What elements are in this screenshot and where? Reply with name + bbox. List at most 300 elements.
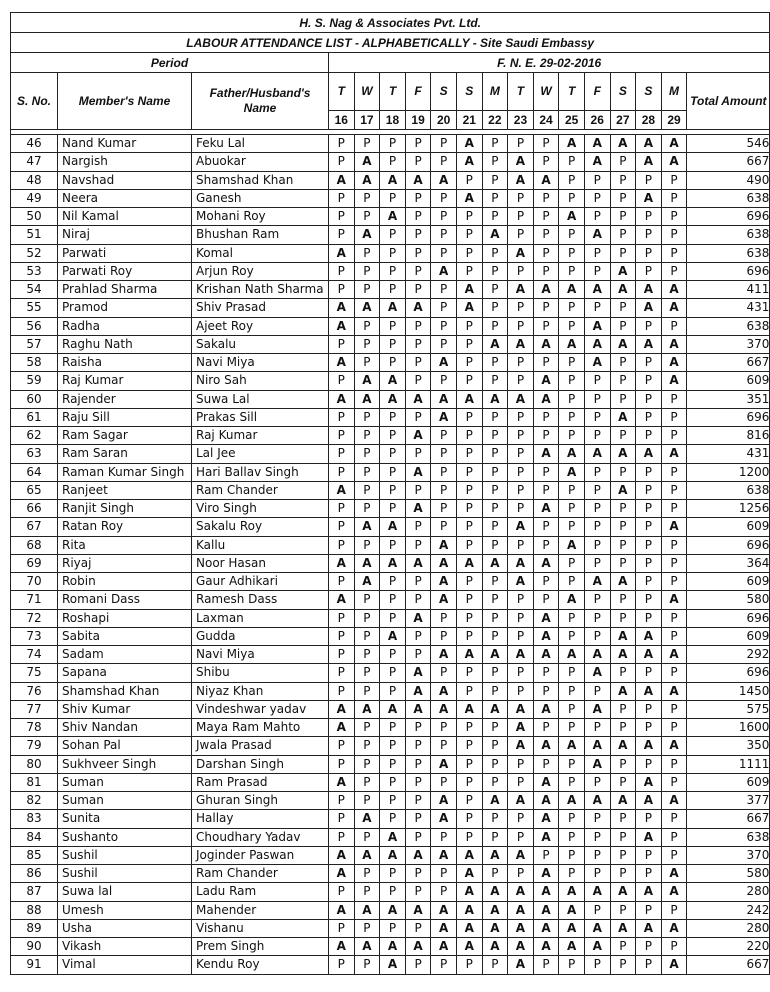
member-name: Vimal — [58, 956, 192, 974]
attendance-mark: P — [610, 609, 636, 627]
attendance-mark: P — [329, 463, 355, 481]
member-name: Shiv Nandan — [58, 719, 192, 737]
attendance-mark: A — [508, 737, 534, 755]
table-row — [11, 573, 770, 591]
attendance-mark: P — [380, 792, 406, 810]
attendance-mark: P — [380, 335, 406, 353]
table-row — [11, 354, 770, 372]
total-amount: 638 — [687, 481, 770, 499]
attendance-mark: P — [380, 445, 406, 463]
member-name: Umesh — [58, 901, 192, 919]
attendance-mark: A — [482, 646, 508, 664]
attendance-mark: P — [610, 664, 636, 682]
attendance-mark: P — [661, 719, 687, 737]
attendance-mark: A — [661, 445, 687, 463]
father-husband-name: Prakas Sill — [192, 408, 329, 426]
attendance-mark: P — [533, 463, 559, 481]
attendance-mark: P — [584, 171, 610, 189]
attendance-mark: A — [354, 171, 380, 189]
weekday-header: S — [456, 73, 482, 111]
attendance-mark: A — [482, 938, 508, 956]
attendance-mark: P — [636, 901, 662, 919]
attendance-mark: P — [610, 226, 636, 244]
member-name-header: Member's Name — [58, 73, 192, 130]
table-row — [11, 262, 770, 280]
attendance-mark: P — [610, 372, 636, 390]
attendance-mark: P — [354, 445, 380, 463]
attendance-mark: P — [431, 463, 457, 481]
father-husband-name: Mahender — [192, 901, 329, 919]
attendance-mark: A — [636, 445, 662, 463]
attendance-mark: P — [636, 390, 662, 408]
total-amount: 364 — [687, 554, 770, 572]
attendance-mark: P — [380, 408, 406, 426]
attendance-mark: A — [431, 846, 457, 864]
attendance-mark: A — [431, 755, 457, 773]
attendance-mark: A — [636, 189, 662, 207]
date-header: 26 — [584, 111, 610, 130]
attendance-mark: P — [636, 463, 662, 481]
attendance-mark: P — [610, 554, 636, 572]
attendance-mark: A — [533, 372, 559, 390]
date-header: 19 — [405, 111, 431, 130]
attendance-mark: A — [508, 554, 534, 572]
weekday-header: T — [329, 73, 355, 111]
weekday-header: S — [610, 73, 636, 111]
attendance-mark: P — [329, 536, 355, 554]
father-husband-name: Ghuran Singh — [192, 792, 329, 810]
attendance-mark: P — [405, 135, 431, 153]
attendance-mark: P — [559, 664, 585, 682]
serial-number: 50 — [11, 208, 58, 226]
attendance-mark: A — [380, 390, 406, 408]
attendance-mark: P — [584, 554, 610, 572]
attendance-mark: P — [559, 810, 585, 828]
attendance-mark: P — [354, 883, 380, 901]
attendance-mark: A — [482, 390, 508, 408]
total-amount: 609 — [687, 627, 770, 645]
attendance-mark: A — [610, 737, 636, 755]
attendance-mark: A — [559, 646, 585, 664]
attendance-mark: A — [405, 682, 431, 700]
serial-number: 82 — [11, 792, 58, 810]
attendance-mark: P — [636, 171, 662, 189]
total-amount: 638 — [687, 244, 770, 262]
attendance-mark: P — [636, 755, 662, 773]
attendance-mark: A — [405, 846, 431, 864]
attendance-mark: P — [380, 810, 406, 828]
attendance-mark: A — [533, 500, 559, 518]
attendance-mark: P — [431, 335, 457, 353]
attendance-mark: P — [508, 427, 534, 445]
attendance-mark: A — [329, 700, 355, 718]
attendance-mark: P — [329, 408, 355, 426]
attendance-mark: P — [559, 481, 585, 499]
serial-number: 62 — [11, 427, 58, 445]
member-name: Rita — [58, 536, 192, 554]
attendance-mark: P — [661, 244, 687, 262]
attendance-mark: P — [329, 755, 355, 773]
total-amount: 1200 — [687, 463, 770, 481]
attendance-mark: P — [405, 226, 431, 244]
attendance-mark: A — [559, 737, 585, 755]
father-husband-name: Abuokar — [192, 153, 329, 171]
attendance-mark: P — [610, 828, 636, 846]
attendance-mark: P — [354, 682, 380, 700]
attendance-mark: P — [405, 719, 431, 737]
attendance-mark: A — [380, 554, 406, 572]
attendance-mark: A — [559, 536, 585, 554]
attendance-mark: P — [610, 390, 636, 408]
attendance-mark: A — [533, 554, 559, 572]
attendance-mark: P — [380, 719, 406, 737]
attendance-mark: A — [380, 627, 406, 645]
attendance-mark: P — [508, 299, 534, 317]
attendance-mark: A — [431, 262, 457, 280]
attendance-mark: P — [508, 664, 534, 682]
attendance-mark: P — [584, 500, 610, 518]
date-header: 25 — [559, 111, 585, 130]
attendance-mark: P — [508, 536, 534, 554]
attendance-mark: P — [559, 755, 585, 773]
attendance-mark: P — [482, 737, 508, 755]
attendance-mark: A — [661, 865, 687, 883]
serial-number: 53 — [11, 262, 58, 280]
attendance-mark: A — [584, 226, 610, 244]
attendance-mark: P — [636, 573, 662, 591]
attendance-mark: P — [584, 773, 610, 791]
company-name: H. S. Nag & Associates Pvt. Ltd. — [11, 13, 770, 33]
table-row — [11, 938, 770, 956]
member-name: Parwati Roy — [58, 262, 192, 280]
attendance-mark: P — [456, 627, 482, 645]
attendance-mark: P — [533, 481, 559, 499]
father-husband-name: Gaur Adhikari — [192, 573, 329, 591]
total-amount: 377 — [687, 792, 770, 810]
attendance-mark: A — [354, 901, 380, 919]
attendance-mark: A — [584, 664, 610, 682]
attendance-mark: P — [610, 354, 636, 372]
table-row — [11, 135, 770, 153]
total-amount: 696 — [687, 536, 770, 554]
attendance-mark: P — [482, 171, 508, 189]
member-name: Ram Sagar — [58, 427, 192, 445]
attendance-mark: P — [584, 208, 610, 226]
attendance-mark: A — [559, 335, 585, 353]
father-husband-name: Ram Chander — [192, 865, 329, 883]
attendance-mark: P — [508, 755, 534, 773]
total-amount: 280 — [687, 883, 770, 901]
attendance-mark: P — [405, 737, 431, 755]
total-amount: 220 — [687, 938, 770, 956]
attendance-mark: P — [354, 135, 380, 153]
attendance-mark: P — [482, 208, 508, 226]
attendance-mark: P — [584, 682, 610, 700]
attendance-mark: A — [661, 956, 687, 974]
total-amount: 580 — [687, 865, 770, 883]
weekday-header: F — [405, 73, 431, 111]
attendance-mark: P — [610, 536, 636, 554]
attendance-mark: P — [636, 938, 662, 956]
date-header: 28 — [636, 111, 662, 130]
serial-number: 80 — [11, 755, 58, 773]
father-husband-name: Navi Miya — [192, 354, 329, 372]
attendance-mark: P — [661, 408, 687, 426]
total-amount-header: Total Amount — [687, 73, 770, 130]
attendance-mark: P — [533, 262, 559, 280]
total-amount: 667 — [687, 956, 770, 974]
attendance-mark: P — [636, 810, 662, 828]
attendance-mark: P — [661, 810, 687, 828]
attendance-mark: A — [456, 153, 482, 171]
member-name: Sohan Pal — [58, 737, 192, 755]
total-amount: 350 — [687, 737, 770, 755]
attendance-mark: A — [329, 846, 355, 864]
total-amount: 1600 — [687, 719, 770, 737]
attendance-mark: P — [482, 281, 508, 299]
attendance-mark: P — [661, 500, 687, 518]
serial-number: 67 — [11, 518, 58, 536]
attendance-mark: P — [354, 281, 380, 299]
attendance-mark: P — [636, 554, 662, 572]
attendance-mark: A — [380, 846, 406, 864]
attendance-mark: P — [482, 664, 508, 682]
table-row — [11, 408, 770, 426]
attendance-mark: P — [559, 682, 585, 700]
attendance-mark: P — [482, 481, 508, 499]
attendance-mark: A — [405, 700, 431, 718]
attendance-mark: P — [584, 299, 610, 317]
attendance-mark: P — [329, 646, 355, 664]
attendance-mark: P — [533, 846, 559, 864]
fne-label: F. N. E. 29-02-2016 — [329, 53, 770, 73]
serial-number: 90 — [11, 938, 58, 956]
weekday-header: T — [559, 73, 585, 111]
serial-number: 73 — [11, 627, 58, 645]
attendance-mark: A — [354, 153, 380, 171]
attendance-mark: P — [610, 500, 636, 518]
date-header: 22 — [482, 111, 508, 130]
attendance-mark: A — [482, 226, 508, 244]
attendance-mark: P — [431, 609, 457, 627]
attendance-mark: A — [636, 646, 662, 664]
attendance-mark: P — [559, 354, 585, 372]
attendance-mark: P — [456, 518, 482, 536]
attendance-mark: P — [380, 755, 406, 773]
member-name: Romani Dass — [58, 591, 192, 609]
attendance-mark: A — [584, 700, 610, 718]
attendance-mark: P — [559, 171, 585, 189]
table-row — [11, 901, 770, 919]
serial-number: 56 — [11, 317, 58, 335]
member-name: Niraj — [58, 226, 192, 244]
weekday-header: T — [380, 73, 406, 111]
serial-number: 47 — [11, 153, 58, 171]
list-title: LABOUR ATTENDANCE LIST - ALPHABETICALLY - Site Saudi Embassy — [11, 33, 770, 53]
period-label: Period — [11, 53, 329, 73]
attendance-mark: P — [661, 427, 687, 445]
attendance-mark: A — [456, 390, 482, 408]
attendance-mark: A — [405, 938, 431, 956]
attendance-mark: A — [559, 463, 585, 481]
attendance-mark: A — [329, 865, 355, 883]
attendance-mark: P — [661, 846, 687, 864]
attendance-mark: P — [329, 828, 355, 846]
member-name: Raju Sill — [58, 408, 192, 426]
attendance-mark: P — [456, 244, 482, 262]
attendance-mark: P — [354, 262, 380, 280]
attendance-mark: P — [533, 682, 559, 700]
attendance-mark: P — [610, 755, 636, 773]
attendance-mark: P — [380, 244, 406, 262]
attendance-mark: P — [329, 427, 355, 445]
attendance-mark: A — [380, 372, 406, 390]
member-name: Suwa lal — [58, 883, 192, 901]
attendance-mark: A — [354, 518, 380, 536]
attendance-mark: P — [610, 463, 636, 481]
father-husband-name: Shibu — [192, 664, 329, 682]
member-name: Roshapi — [58, 609, 192, 627]
attendance-mark: P — [380, 646, 406, 664]
attendance-mark: P — [431, 664, 457, 682]
father-husband-name: Ganesh — [192, 189, 329, 207]
member-name: Radha — [58, 317, 192, 335]
attendance-mark: P — [533, 408, 559, 426]
serial-number: 79 — [11, 737, 58, 755]
attendance-mark: P — [636, 372, 662, 390]
table-row — [11, 536, 770, 554]
attendance-mark: P — [329, 682, 355, 700]
attendance-mark: P — [533, 244, 559, 262]
father-husband-name: Raj Kumar — [192, 427, 329, 445]
attendance-mark: A — [329, 554, 355, 572]
attendance-mark: P — [456, 609, 482, 627]
attendance-mark: P — [354, 646, 380, 664]
member-name: Parwati — [58, 244, 192, 262]
table-row — [11, 244, 770, 262]
attendance-mark: A — [559, 135, 585, 153]
serial-number: 78 — [11, 719, 58, 737]
attendance-mark: P — [405, 773, 431, 791]
attendance-mark: A — [456, 901, 482, 919]
attendance-mark: A — [482, 792, 508, 810]
attendance-mark: P — [610, 700, 636, 718]
attendance-mark: A — [456, 135, 482, 153]
attendance-mark: A — [584, 317, 610, 335]
attendance-mark: P — [559, 317, 585, 335]
serial-number: 68 — [11, 536, 58, 554]
attendance-mark: A — [533, 737, 559, 755]
attendance-mark: A — [456, 865, 482, 883]
table-row — [11, 445, 770, 463]
attendance-mark: P — [533, 719, 559, 737]
attendance-mark: A — [636, 627, 662, 645]
attendance-mark: A — [610, 281, 636, 299]
member-name: Shamshad Khan — [58, 682, 192, 700]
member-name: Nil Kamal — [58, 208, 192, 226]
total-amount: 638 — [687, 828, 770, 846]
attendance-mark: A — [559, 792, 585, 810]
attendance-mark: P — [354, 208, 380, 226]
total-amount: 575 — [687, 700, 770, 718]
attendance-mark: P — [636, 481, 662, 499]
attendance-mark: P — [405, 755, 431, 773]
member-name: Raj Kumar — [58, 372, 192, 390]
attendance-mark: A — [431, 901, 457, 919]
father-husband-name: Laxman — [192, 609, 329, 627]
attendance-mark: P — [584, 536, 610, 554]
attendance-mark: P — [329, 664, 355, 682]
father-husband-name: Prem Singh — [192, 938, 329, 956]
member-name: Sapana — [58, 664, 192, 682]
attendance-mark: P — [636, 317, 662, 335]
attendance-mark: P — [482, 865, 508, 883]
attendance-mark: P — [482, 810, 508, 828]
attendance-mark: P — [380, 135, 406, 153]
table-row — [11, 883, 770, 901]
attendance-mark: P — [636, 700, 662, 718]
attendance-mark: P — [380, 865, 406, 883]
attendance-mark: A — [508, 171, 534, 189]
member-name: Prahlad Sharma — [58, 281, 192, 299]
attendance-mark: A — [329, 299, 355, 317]
attendance-mark: A — [508, 281, 534, 299]
father-husband-name: Joginder Paswan — [192, 846, 329, 864]
attendance-mark: P — [354, 244, 380, 262]
total-amount: 638 — [687, 317, 770, 335]
attendance-mark: P — [584, 244, 610, 262]
attendance-mark: P — [661, 481, 687, 499]
attendance-mark: P — [661, 664, 687, 682]
attendance-mark: A — [661, 335, 687, 353]
attendance-mark: A — [380, 828, 406, 846]
attendance-mark: P — [508, 317, 534, 335]
attendance-mark: P — [482, 299, 508, 317]
attendance-mark: P — [405, 445, 431, 463]
father-husband-name: Gudda — [192, 627, 329, 645]
attendance-mark: A — [354, 554, 380, 572]
attendance-mark: P — [482, 189, 508, 207]
attendance-mark: P — [482, 135, 508, 153]
attendance-mark: A — [508, 335, 534, 353]
attendance-mark: P — [508, 408, 534, 426]
attendance-mark: P — [508, 189, 534, 207]
attendance-mark: A — [610, 627, 636, 645]
attendance-mark: P — [456, 445, 482, 463]
attendance-mark: A — [584, 445, 610, 463]
attendance-mark: A — [431, 354, 457, 372]
attendance-mark: P — [380, 773, 406, 791]
attendance-mark: P — [584, 609, 610, 627]
attendance-mark: P — [456, 792, 482, 810]
attendance-mark: P — [354, 463, 380, 481]
attendance-mark: A — [610, 408, 636, 426]
attendance-mark: A — [508, 244, 534, 262]
total-amount: 638 — [687, 226, 770, 244]
attendance-mark: A — [533, 281, 559, 299]
serial-number: 71 — [11, 591, 58, 609]
attendance-mark: A — [405, 554, 431, 572]
attendance-mark: P — [380, 427, 406, 445]
table-row — [11, 700, 770, 718]
total-amount: 696 — [687, 408, 770, 426]
attendance-mark: P — [354, 354, 380, 372]
attendance-mark: P — [431, 208, 457, 226]
attendance-mark: P — [482, 755, 508, 773]
attendance-mark: P — [636, 591, 662, 609]
date-header: 20 — [431, 111, 457, 130]
attendance-mark: P — [636, 846, 662, 864]
